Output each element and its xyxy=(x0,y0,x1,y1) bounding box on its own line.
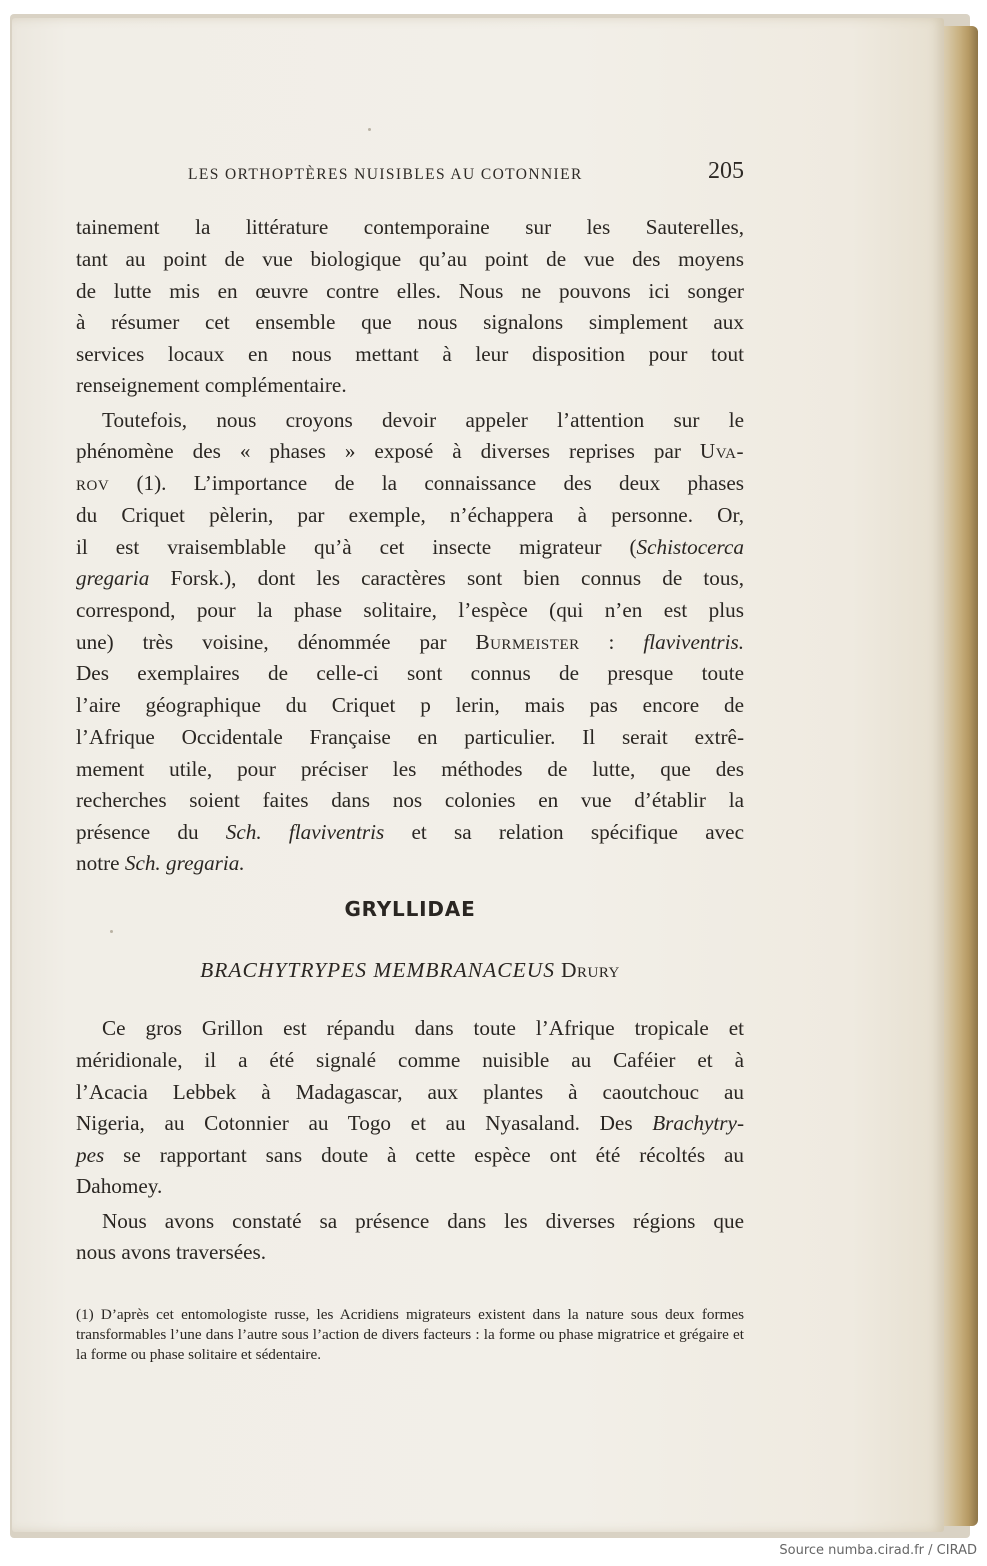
text-line: mement utile, pour préciser les méthodes de lutte, que des xyxy=(76,757,744,781)
author-name: Uva- xyxy=(699,439,744,463)
source-credit: Source numba.cirad.fr / CIRAD xyxy=(779,1543,977,1558)
taxon-name: pes xyxy=(76,1143,105,1167)
text-line: une) très voisine, dénommée par Burmeister : flaviventris. xyxy=(76,630,745,654)
paper-speck xyxy=(110,930,113,933)
text-line: il est vraisemblable qu’à cet insecte migrateur (Schistocerca xyxy=(76,535,744,559)
text-line: du Criquet pèlerin, par exemple, n’échappera à personne. Or, xyxy=(76,503,744,527)
text-line: correspond, pour la phase solitaire, l’espèce (qui n’en est plus xyxy=(76,598,744,622)
text-line: Dahomey. xyxy=(76,1174,163,1198)
running-head xyxy=(76,158,746,192)
text-line: recherches soient faites dans nos colonies en vue d’établir la xyxy=(76,788,744,812)
text-line: Ce gros Grillon est répandu dans toute l’Afrique tropicale et xyxy=(102,1016,744,1040)
text-line: Nigeria, au Cotonnier au Togo et au Nyasaland. Des Brachytry- xyxy=(76,1111,744,1135)
text-line: pes se rapportant sans doute à cette espèce ont été récoltés au xyxy=(76,1143,744,1167)
taxon-name: gregaria xyxy=(76,566,150,590)
text-line: rov (1). L’importance de la connaissance des deux phases xyxy=(76,471,744,495)
species-name: BRACHYTRYPES MEMBRANACEUS xyxy=(200,958,555,982)
taxon-name: Sch. flaviventris xyxy=(225,820,385,844)
text-line: Toutefois, nous croyons devoir appeler l’attention sur le xyxy=(102,408,744,432)
page-number: 205 xyxy=(708,158,744,184)
footnote: (1) D’après cet entomologiste russe, les Acridiens migrateurs existent dans la nature sous deux formes transformables l’une dans l’autre sous l’action de divers facteurs : la forme ou phase migratrice et grégaire et la forme ou phase solitaire et sédentaire. xyxy=(76,1306,744,1364)
text-line: phénomène des « phases » exposé à diverses reprises par Uva- xyxy=(76,439,744,463)
text-line: renseignement complémentaire. xyxy=(76,373,347,397)
paper-speck xyxy=(368,128,371,131)
text-line: présence du Sch. flaviventris et sa relation spécifique avec xyxy=(76,820,744,844)
text-line: Des exemplaires de celle-ci sont connus de presque toute xyxy=(76,661,744,685)
text-line: l’Afrique Occidentale Française en particulier. Il serait extrê- xyxy=(76,725,744,749)
author-name: Burmeister xyxy=(475,630,580,654)
taxon-name: flaviventris. xyxy=(643,630,745,654)
text-line: tainement la littérature contemporaine sur les Sauterelles, xyxy=(76,215,744,239)
text-line: notre Sch. gregaria. xyxy=(76,851,245,875)
text-line: méridionale, il a été signalé comme nuisible au Caféier et à xyxy=(76,1048,744,1072)
taxon-name: Brachytry- xyxy=(652,1111,744,1135)
species-heading xyxy=(76,958,744,983)
text-line: l’aire géographique du Criquet p lerin, mais pas encore de xyxy=(76,693,744,717)
text-line: à résumer cet ensemble que nous signalons simplement aux xyxy=(76,310,744,334)
text-line: tant au point de vue biologique qu’au point de vue des moyens xyxy=(76,247,744,271)
text-line: Nous avons constaté sa présence dans les diverses régions que xyxy=(102,1209,744,1233)
taxon-name: Sch. gregaria. xyxy=(124,851,245,875)
running-head-title: LES ORTHOPTÈRES NUISIBLES AU COTONNIER xyxy=(188,166,583,183)
author-name: rov xyxy=(76,471,110,495)
species-author: Drury xyxy=(560,958,620,982)
text-line: l’Acacia Lebbek à Madagascar, aux plantes à caoutchouc au xyxy=(76,1080,744,1104)
text-line: de lutte mis en œuvre contre elles. Nous ne pouvons ici songer xyxy=(76,279,744,303)
text-line: services locaux en nous mettant à leur disposition pour tout xyxy=(76,342,744,366)
section-heading: GRYLLIDAE xyxy=(344,897,476,921)
text-line: nous avons traversées. xyxy=(76,1240,267,1264)
text-line: gregaria Forsk.), dont les caractères sont bien connus de tous, xyxy=(76,566,744,590)
taxon-name: Schistocerca xyxy=(636,535,744,559)
